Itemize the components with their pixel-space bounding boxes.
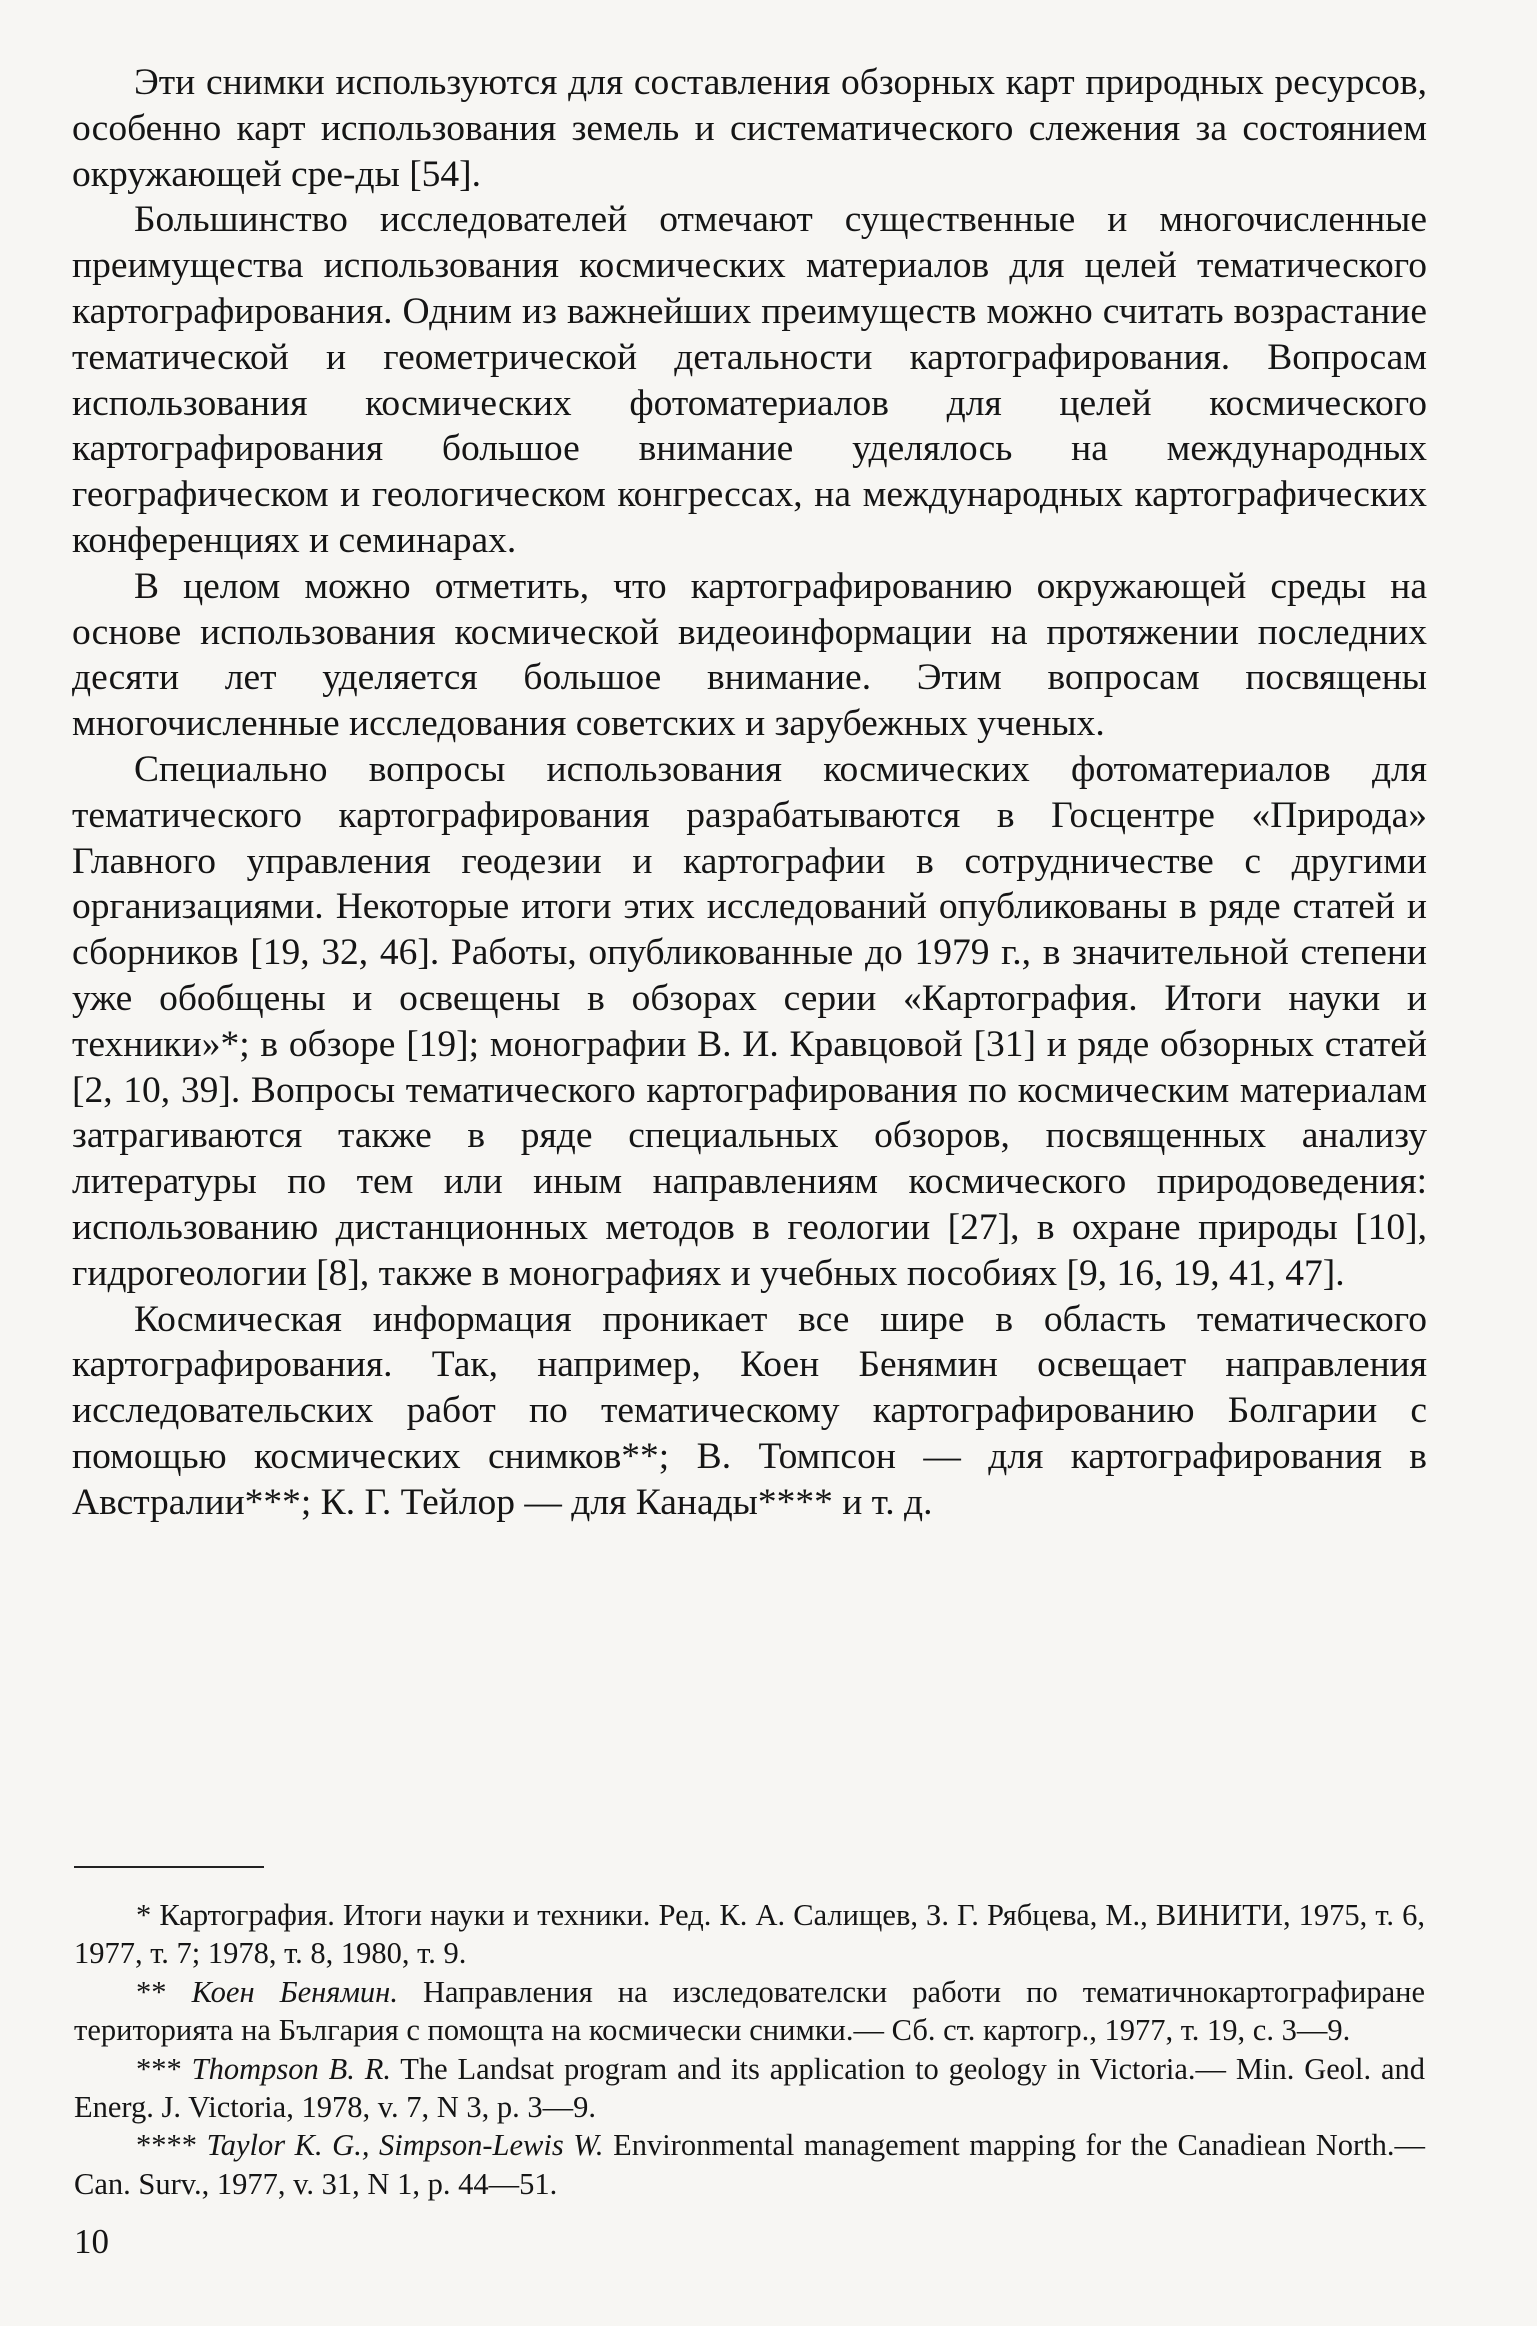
footnote-text: Environmental management mapping for the Canadiean North.— Can. Surv., 1977, v. 31, N 1, p. 44—51.	[74, 2128, 1426, 2201]
footnote-text: Картография. Итоги науки и техники. Ред. К. А. Салищев, З. Г. Рябцева, М., ВИНИТИ, 1975, т. 6, 1977, т. 7; 1978, т. 8, 1980, т. 9.	[74, 1898, 1425, 1971]
paragraph: Эти снимки используются для составления обзорных карт природных ресурсов, особенно карт использования земель и систематического слежения за состоянием окружающей сре-ды [54].	[72, 62, 1427, 195]
footnote	[74, 2050, 1425, 2127]
page-number: 10	[74, 2222, 109, 2261]
footnote-marker: ***	[136, 2051, 182, 2086]
footnote-divider	[74, 1866, 264, 1868]
footnote-marker: *	[136, 1898, 152, 1932]
footnote-author: Taylor K. G., Simpson-Lewis W.	[206, 2128, 604, 2163]
paragraph: Большинство исследователей отмечают существенные и многочисленные преимущества использования космических материалов для целей тематического картографирования. Одним из важнейших преимуществ можно считать возрастание тематической и геометрической детальности картографирования. Вопросам использования космических фотоматериалов для целей космического картографирования большое внимание уделялось на международных географическом и геологическом конгрессах, на международных картографических конференциях и семинарах.	[72, 199, 1427, 561]
paragraph: Космическая информация проникает все шире в область тематического картографирования. Так, например, Коен Бенямин освещает направления исследовательских работ по тематическому картографированию Болгарии с помощью космических снимков**; В. Томпсон — для картографирования в Австралии***; К. Г. Тейлор — для Канады**** и т. д.	[72, 1298, 1427, 1523]
footnote	[74, 2126, 1425, 2203]
footnote	[74, 1896, 1425, 1973]
paragraph: В целом можно отметить, что картографированию окружающей среды на основе использования космической видеоинформации на протяжении последних десяти лет уделяется большое внимание. Этим вопросам посвящены многочисленные исследования советских и зарубежных ученых.	[72, 565, 1427, 745]
footnote-author: Коен Бенямин.	[191, 1974, 398, 2009]
footnote	[74, 1973, 1425, 2050]
footnote-text: The Landsat program and its application to geology in Victoria.— Min. Geol. and Energ. J. Victoria, 1978, v. 7, N 3, p. 3—9.	[74, 2051, 1426, 2125]
footnote-author: Thompson B. R.	[191, 2051, 391, 2086]
main-text	[72, 60, 1427, 1526]
footnote-text: Направления на изследователски работи по тематичнокартографиране територията на България с помощта на космически снимки.— Сб. ст. картогр., 1977, т. 19, с. 3—9.	[74, 1974, 1426, 2048]
paragraph: Специально вопросы использования космических фотоматериалов для тематического картографирования разрабатываются в Госцентре «Природа» Главного управления геодезии и картографии в сотрудничестве с другими организациями. Некоторые итоги этих исследований опубликованы в ряде статей и сборников [19, 32, 46]. Работы, опубликованные до 1979 г., в значительной степени уже обобщены и освещены в обзорах серии «Картография. Итоги науки и техники»*; в обзоре [19]; монографии В. И. Кравцовой [31] и ряде обзорных статей [2, 10, 39]. Вопросы тематического картографирования по космическим материалам затрагиваются также в ряде специальных обзоров, посвященных анализу литературы по тем или иным направлениям космического природоведения: использованию дистанционных методов в геологии [27], в охране природы [10], гидрогеологии [8], также в монографиях и учебных пособиях [9, 16, 19, 41, 47].	[72, 748, 1427, 1294]
footnotes	[74, 1896, 1425, 2203]
footnote-marker: **	[136, 1974, 167, 2009]
footnote-marker: ****	[136, 2128, 197, 2163]
